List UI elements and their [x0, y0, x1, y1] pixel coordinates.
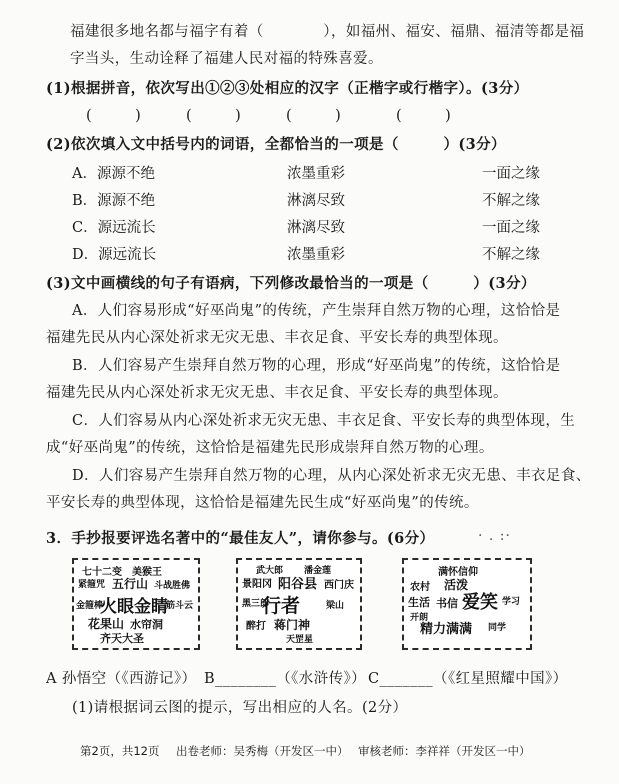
cloud-c-word: 活泼: [444, 578, 469, 592]
intro-line-1: 福建很多地名都与福字有着（ ），如福州、福安、福鼎、福清等都是福: [70, 24, 585, 40]
cloud-b-word: 行者: [262, 595, 301, 617]
cloud-a-word: 紧箍咒: [78, 580, 106, 590]
question-2-prompt: (2)依次填入文中括号内的词语，全都恰当的一项是（ ）(3分）: [46, 136, 506, 153]
cloud-b-word: 西门庆: [324, 580, 354, 591]
question-4-prompt: (1)请根据词云图的提示，写出相应的人名。(2分）: [72, 700, 408, 716]
option-c-right: 一面之缘: [482, 220, 540, 236]
option-a-right: 一面之缘: [482, 166, 540, 182]
cloud-c-word: 爱笑: [462, 592, 498, 613]
cloud-c-word: 生活: [408, 596, 430, 609]
answer-blank-3[interactable]: ( ): [286, 108, 341, 124]
cloud-a-word: 七十二变: [82, 567, 122, 578]
cloud-a-word: 火眼金睛: [100, 597, 168, 617]
option-c-text-line-1[interactable]: C．人们容易从内心深处祈求无灾无患、丰衣足食、平安长寿的典型体现，生: [72, 413, 576, 429]
answer-b[interactable]: B________（《水浒传》）: [204, 671, 367, 687]
question-3-prompt: (3)文中画横线的句子有语病，下列修改最恰当的一项是（ ）(3分）: [46, 275, 536, 292]
cloud-c-word: 学习: [502, 597, 521, 607]
option-d-text-line-2: 平安长寿的典型体现，这恰恰是福建先民生成“好巫尚鬼”的传统。: [46, 495, 479, 511]
cloud-b-word: 武大郎: [256, 566, 284, 576]
cloud-a-word: 水帘洞: [130, 618, 163, 631]
cloud-b-word: 潘金莲: [304, 566, 332, 576]
cloud-a-word: 花果山: [88, 617, 125, 631]
answer-blank-4[interactable]: ( ): [396, 108, 451, 124]
option-a-text-line-1[interactable]: A．人们容易形成“好巫尚鬼”的传统，产生崇拜自然万物的心理，这恰恰是: [72, 303, 561, 319]
cloud-c-word: 书信: [436, 597, 458, 610]
cloud-a-word: 五行山: [112, 577, 149, 591]
option-c-mid: 淋漓尽致: [287, 220, 345, 236]
option-b-text-line-1[interactable]: B．人们容易产生崇拜自然万物的心理，形成“好巫尚鬼”的传统，这恰恰是: [72, 358, 561, 374]
cloud-b-word: 天罡星: [286, 635, 314, 645]
answer-c[interactable]: C_______（《红星照耀中国》）: [368, 671, 568, 687]
question-1-prompt: (1)根据拼音，依次写出①②③处相应的汉字（正楷字或行楷字）。(3分）: [46, 80, 529, 97]
section-3-title: 3．手抄报要评选名著中的“最佳友人”，请你参与。(6分）: [46, 530, 435, 547]
cloud-b-word: 黑三郎: [242, 599, 270, 609]
scan-noise: · . :·: [478, 528, 511, 544]
option-d-mid: 浓墨重彩: [287, 247, 345, 263]
cloud-b-word: 蒋门神: [274, 618, 311, 632]
cloud-a-word: 斗战胜佛: [154, 581, 191, 591]
option-a-text-line-2: 福建先民从内心深处祈求无灾无患、丰衣足食、平安长寿的典型体现。: [46, 330, 508, 346]
cloud-c-word: 精力满满: [420, 622, 473, 637]
answer-a: A 孙悟空（《西游记》）: [46, 671, 197, 687]
cloud-a-word: 筋斗云: [166, 601, 194, 611]
answer-blank-2[interactable]: ( ): [186, 108, 241, 124]
cloud-a-word: 齐天大圣: [100, 632, 144, 645]
cloud-c-word: 满怀信仰: [438, 567, 478, 578]
cloud-c-word: 同学: [488, 623, 507, 633]
footer-page-number: 第2页，共12页: [80, 744, 160, 758]
footer-reviewer: 审核老师：李祥祥（开发区一中）: [358, 744, 531, 758]
word-cloud-c: [402, 558, 532, 650]
option-b-right: 不解之缘: [482, 193, 540, 209]
option-a-mid: 浓墨重彩: [287, 166, 345, 182]
option-b-label: B．源源不绝: [72, 193, 156, 209]
word-cloud-b: [236, 558, 362, 650]
option-c-text-line-2: 成“好巫尚鬼”的传统，这恰恰是福建先民形成崇拜自然万物的心理。: [46, 440, 494, 456]
cloud-b-word: 景阳冈: [242, 579, 272, 590]
footer-setter: 出卷老师：吴秀梅（开发区一中）: [176, 744, 349, 758]
option-a-label: A．源源不绝: [72, 166, 155, 182]
option-d-right: 不解之缘: [482, 247, 540, 263]
option-b-text-line-2: 福建先民从内心深处祈求无灾无患、丰衣足食、平安长寿的典型体现。: [46, 385, 508, 401]
cloud-c-word: 农村: [410, 582, 430, 593]
cloud-a-word: 美猴王: [132, 567, 162, 578]
cloud-b-word: 醉打: [246, 621, 266, 632]
option-d-label: D．源远流长: [72, 247, 157, 263]
cloud-b-word: 阳谷县: [278, 577, 318, 592]
cloud-c-word: 开朗: [410, 613, 429, 623]
word-cloud-a: [72, 558, 200, 650]
cloud-b-word: 梁山: [326, 601, 345, 611]
answer-blank-1[interactable]: ( ): [86, 108, 141, 124]
cloud-a-word: 金箍棒: [76, 601, 104, 611]
intro-line-2: 字当头，生动诠释了福建人民对福的特殊喜爱。: [70, 51, 383, 67]
option-b-mid: 淋漓尽致: [287, 193, 345, 209]
option-c-label: C．源远流长: [72, 220, 156, 236]
option-d-text-line-1[interactable]: D．人们容易产生崇拜自然万物的心理，从内心深处祈求无灾无患、丰衣足食、: [72, 468, 591, 484]
